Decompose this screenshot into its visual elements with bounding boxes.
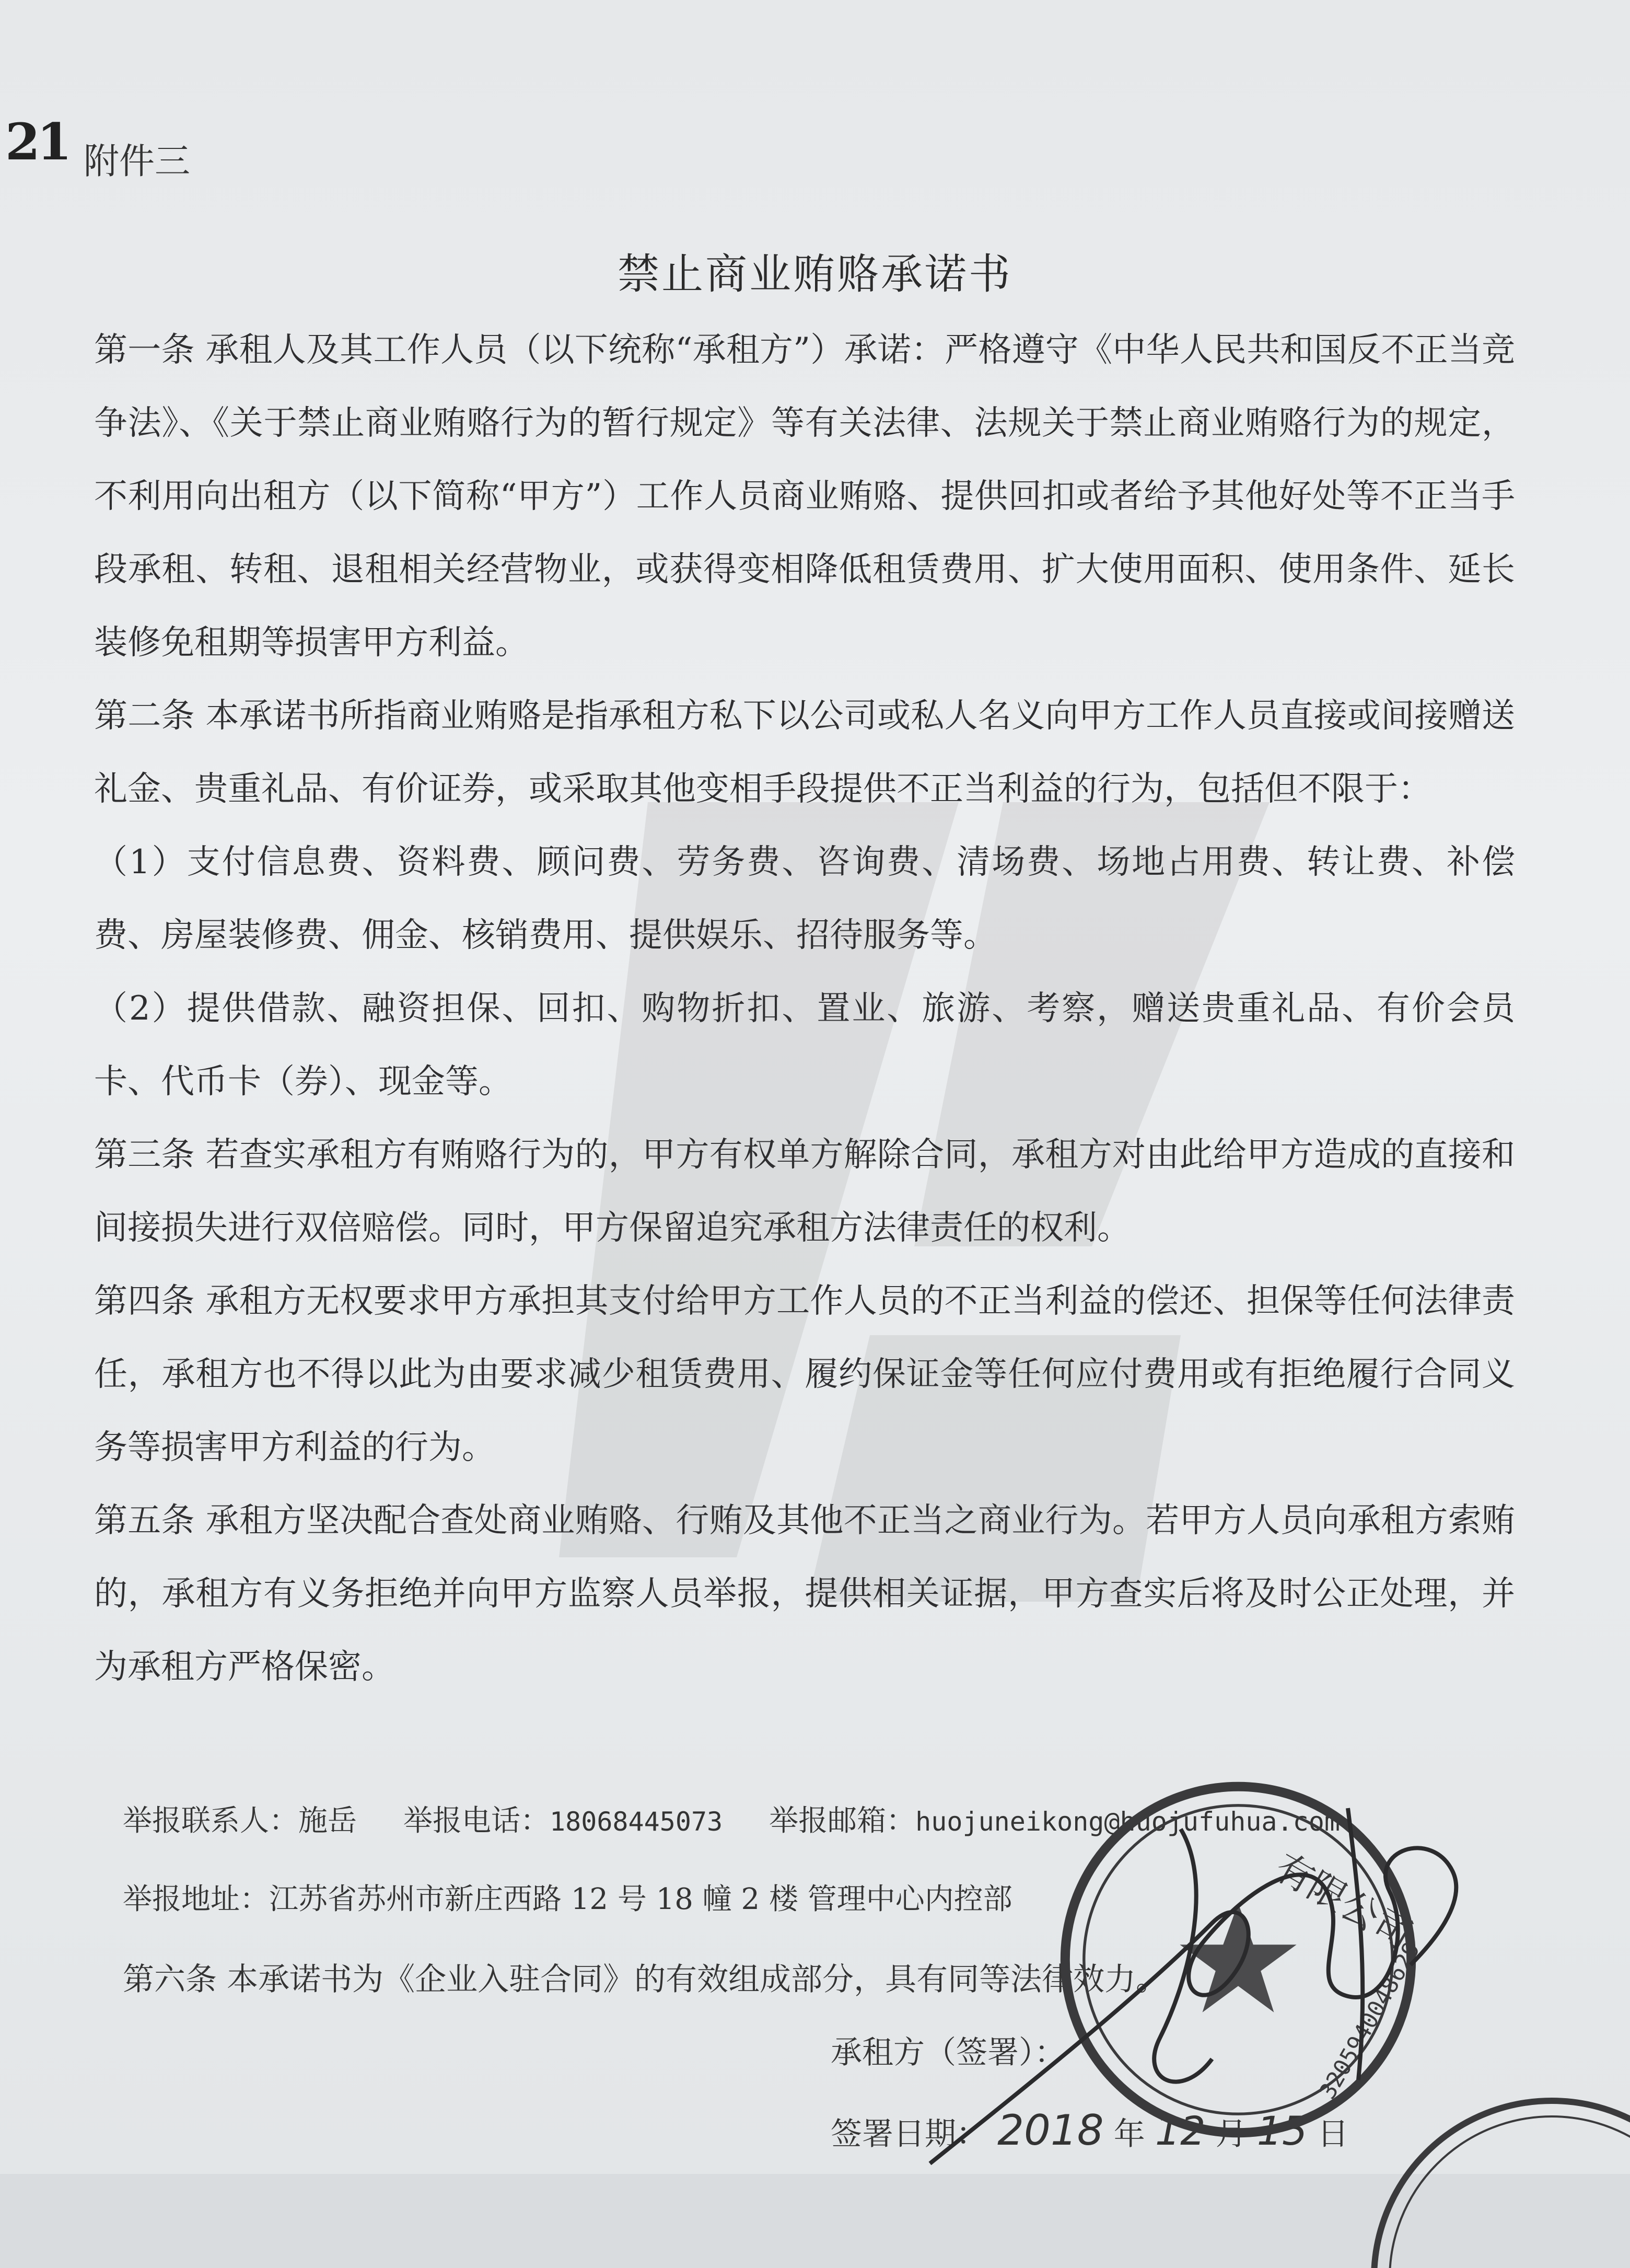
seal-number: 3205940048629 (1314, 1937, 1426, 2104)
signature-date-label: 签署日期： (831, 2116, 987, 2153)
attachment-label: 附件三 (84, 141, 191, 182)
report-phone: 18068445073 (550, 1807, 723, 1837)
signature-date-year: 2018 (997, 2106, 1104, 2155)
clause-2-item-2: （2）提供借款、融资担保、回扣、购物折扣、置业、旅游、考察，赠送贵重礼品、有价会员卡、代币卡（券）、现金等。 (94, 989, 1515, 1101)
report-contact-name: 施岳 (298, 1804, 357, 1838)
clauses-body (94, 314, 1515, 1704)
report-email: huojuneikong@huojufuhua.com (915, 1807, 1340, 1837)
year-label: 年 (1113, 2116, 1145, 2153)
clause-2: 第二条 本承诺书所指商业贿赂是指承租方私下以公司或私人名义向甲方工作人员直接或间接赠送礼金、贵重礼品、有价证券，或采取其他变相手段提供不正当利益的行为，包括但不限于： (94, 697, 1515, 808)
day-label: 日 (1317, 2116, 1349, 2153)
clause-2-item-1: （1）支付信息费、资料费、顾问费、劳务费、咨询费、清场费、场地占用费、转让费、补偿费、房屋装修费、佣金、核销费用、提供娱乐、招待服务等。 (94, 843, 1515, 955)
seal-text-top: 有限公司 (1267, 1844, 1420, 1958)
report-contact-label: 举报联系人： (123, 1804, 298, 1838)
clause-3: 第三条 若查实承租方有贿赂行为的，甲方有权单方解除合同，承租方对由此给甲方造成的直接和间接损失进行双倍赔偿。同时，甲方保留追究承租方法律责任的权利。 (94, 1136, 1515, 1247)
month-label: 月 (1215, 2116, 1247, 2153)
clause-5: 第五条 承租方坚决配合查处商业贿赂、行贿及其他不正当之商业行为。若甲方人员向承租方索贿的，承租方有义务拒绝并向甲方监察人员举报，提供相关证据，甲方查实后将及时公正处理，并为承租方严格保密。 (94, 1501, 1515, 1686)
clause-6: 第六条 本承诺书为《企业入驻合同》的有效组成部分，具有同等法律效力。 (123, 1961, 1168, 1998)
clause-4: 第四条 承租方无权要求甲方承担其支付给甲方工作人员的不正当利益的偿还、担保等任何法律责任，承租方也不得以此为由要求减少租赁费用、履约保证金等任何应付费用或有拒绝履行合同义务等损害甲方利益的行为。 (94, 1282, 1515, 1467)
signature-party-label: 承租方（签署）： (831, 2034, 1066, 2071)
signature-date-month: 12 (1155, 2108, 1206, 2154)
report-phone-label: 举报电话： (403, 1804, 550, 1838)
page-number: 21 (5, 112, 69, 171)
clause-1: 第一条 承租人及其工作人员（以下统称“承租方”）承诺：严格遵守《中华人民共和国反不正当竞争法》、《关于禁止商业贿赂行为的暂行规定》等有关法律、法规关于禁止商业贿赂行为的规定，不利用向出租方（以下简称“甲方”）工作人员商业贿赂、提供回扣或者给予其他好处等不正当手段承租、转租、退租相关经营物业，或获得变相降低租赁费用、扩大使用面积、使用条件、延长装修免租期等损害甲方利益。 (94, 331, 1515, 662)
signature-date-day: 15 (1256, 2108, 1308, 2154)
report-email-label: 举报邮箱： (769, 1804, 916, 1838)
report-address: 江苏省苏州市新庄西路 12 号 18 幢 2 楼 管理中心内控部 (269, 1882, 1012, 1916)
report-address-label: 举报地址： (123, 1882, 269, 1916)
document-title: 禁止商业贿赂承诺书 (618, 250, 1012, 298)
bureau-stamp-partial (1353, 2080, 1630, 2268)
